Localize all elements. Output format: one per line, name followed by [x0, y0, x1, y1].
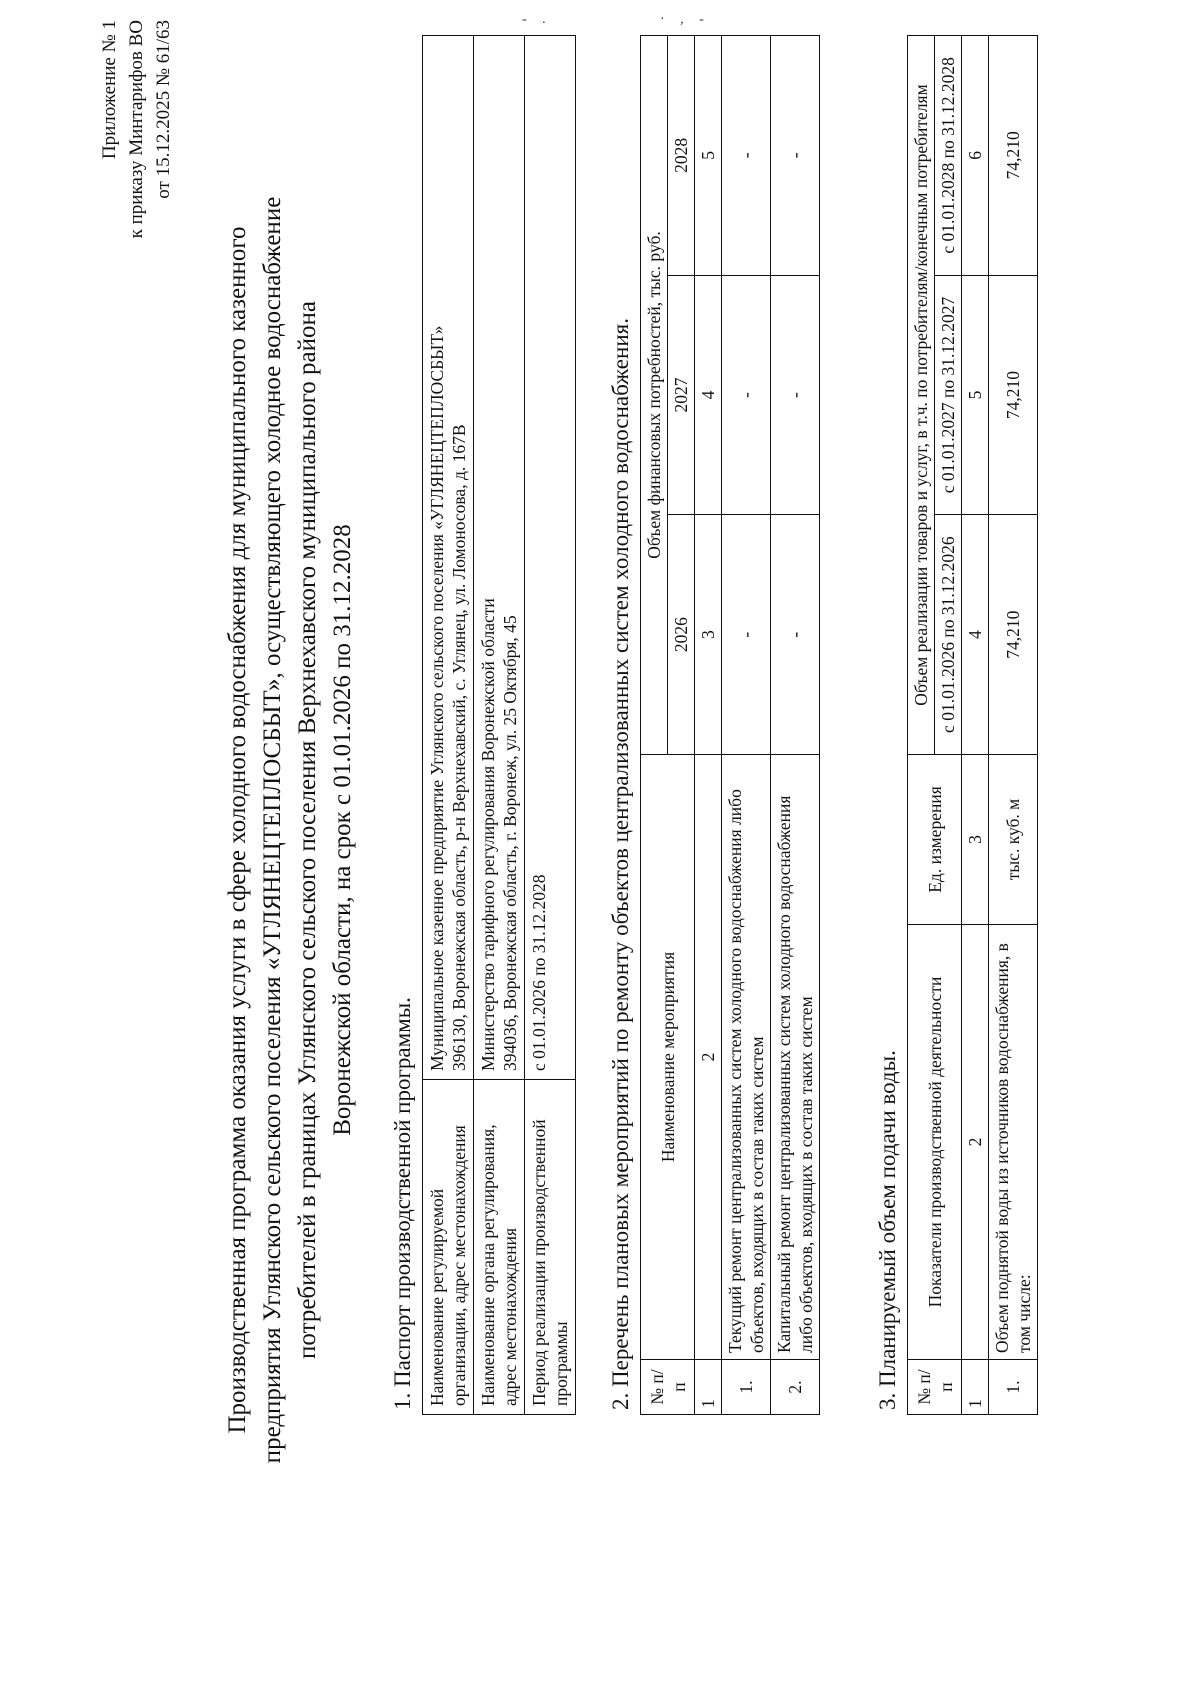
year-header: 2027	[668, 275, 695, 515]
title-line: Воронежской области, на срок с 01.01.2026 по 31.12.2028	[329, 524, 356, 1136]
table-row	[423, 36, 474, 1415]
value-line: 394036, Воронежская область, г. Воронеж, ул. 25 Октября, 45	[500, 615, 520, 1071]
passport-label: Наименование регулируемой организации, адрес местонахождения	[423, 1080, 474, 1415]
row-value: -	[722, 275, 771, 515]
col-num-header: № п/п	[641, 1360, 695, 1415]
index-cell: 5	[695, 36, 722, 276]
value-line: 396130, Воронежская область, р-н Верхнехавский, с. Углянец, ул. Ломоносова, д. 167В	[449, 424, 469, 1071]
year-header: 2026	[668, 515, 695, 755]
approval-line: к приказу Минтарифов ВО	[126, 20, 147, 239]
index-cell: 3	[695, 515, 722, 755]
row-value: -	[771, 515, 820, 755]
row-num: 1.	[989, 1360, 1038, 1415]
passport-value	[525, 36, 576, 1080]
passport-label: Наименование органа регулирования, адрес местонахождения	[474, 1080, 525, 1415]
year-header: 2028	[668, 36, 695, 276]
table-header-row	[908, 36, 935, 1415]
passport-table	[422, 35, 576, 1415]
col-unit-header: Ед. измерения	[908, 755, 962, 925]
value-line: с 01.01.2026 по 31.12.2028	[529, 874, 549, 1071]
table-row	[474, 36, 525, 1415]
table-row	[771, 36, 820, 1415]
approval-line: от 15.12.2025 № 61/63	[153, 20, 174, 199]
row-value: -	[722, 36, 771, 276]
row-num: 1.	[722, 1360, 771, 1415]
row-name: Текущий ремонт централизованных систем холодного водоснабжения либо объектов, входящих в состав таких систем	[722, 755, 771, 1360]
table-header-row	[641, 36, 668, 1415]
water-volume-table	[907, 35, 1038, 1415]
col-finance-header: Объем финансовых потребностей, тыс. руб.	[641, 36, 668, 755]
row-unit: тыс. куб. м	[989, 755, 1038, 925]
table-row	[722, 36, 771, 1415]
section3-heading: 3. Планируемый объем подачи воды.	[875, 1050, 900, 1410]
passport-value	[423, 36, 474, 1080]
value-line: Муниципальное казенное предприятие Углянского сельского поселения «УГЛЯНЕЦТЕПЛОСБЫТ»	[427, 325, 447, 1071]
approval-block	[96, 20, 177, 238]
period-header: с 01.01.2027 по 31.12.2027	[935, 275, 962, 515]
row-value: 74,210	[989, 515, 1038, 755]
index-row	[695, 36, 722, 1415]
col-name-header: Показатели производственной деятельности	[908, 925, 962, 1360]
passport-value	[474, 36, 525, 1080]
col-num-header: № п/п	[908, 1360, 962, 1415]
title-line: предприятия Углянского сельского поселения «УГЛЯНЕЦТЕПЛОСБЫТ», осуществляющего холодное водоснабжение	[259, 196, 286, 1464]
repair-table	[640, 35, 820, 1415]
index-cell: 4	[962, 515, 989, 755]
index-row	[962, 36, 989, 1415]
section2-heading: 2. Перечень плановых мероприятий по ремонту объектов централизованных систем холодного водоснабжения.	[608, 318, 633, 1410]
section1-heading: 1. Паспорт производственной программы.	[390, 997, 415, 1410]
index-cell: 6	[962, 36, 989, 276]
value-line: Министерство тарифного регулирования Воронежской области	[478, 598, 498, 1071]
row-value: -	[722, 515, 771, 755]
col-volume-header: Объем реализации товаров и услуг, в т.ч. по потребителям/конечным потребителям	[908, 36, 935, 755]
row-name: Объем поднятой воды из источников водоснабжения, в том числе:	[989, 925, 1038, 1360]
col-name-header: Наименование мероприятия	[641, 755, 695, 1360]
row-value: 74,210	[989, 275, 1038, 515]
period-header: с 01.01.2026 по 31.12.2026	[935, 515, 962, 755]
scan-mark: - .	[522, 12, 552, 27]
row-name: Капитальный ремонт централизованных систем холодного водоснабжения либо объектов, входящих в состав таких систем	[771, 755, 820, 1360]
scan-mark: · , -	[660, 12, 710, 27]
row-value: -	[771, 36, 820, 276]
table-row	[525, 36, 576, 1415]
title-line: Производственная программа оказания услуги в сфере холодного водоснабжения для муниципального казенного	[224, 226, 251, 1434]
index-cell: 3	[962, 755, 989, 925]
title-line: потребителей в границах Углянского сельского поселения Верхнехавского муниципального района	[294, 301, 321, 1359]
index-cell: 1	[962, 1360, 989, 1415]
index-cell: 5	[962, 275, 989, 515]
document-content	[90, 20, 1200, 1640]
index-cell: 4	[695, 275, 722, 515]
index-cell: 2	[695, 755, 722, 1360]
row-value: 74,210	[989, 36, 1038, 276]
passport-label: Период реализации производственной программы	[525, 1080, 576, 1415]
row-value: -	[771, 275, 820, 515]
index-cell: 1	[695, 1360, 722, 1415]
document-title	[220, 20, 360, 1640]
approval-line: Приложение № 1	[99, 20, 120, 160]
table-row	[989, 36, 1038, 1415]
period-header: с 01.01.2028 по 31.12.2028	[935, 36, 962, 276]
row-num: 2.	[771, 1360, 820, 1415]
index-cell: 2	[962, 925, 989, 1360]
rotated-page	[90, 20, 1200, 1640]
